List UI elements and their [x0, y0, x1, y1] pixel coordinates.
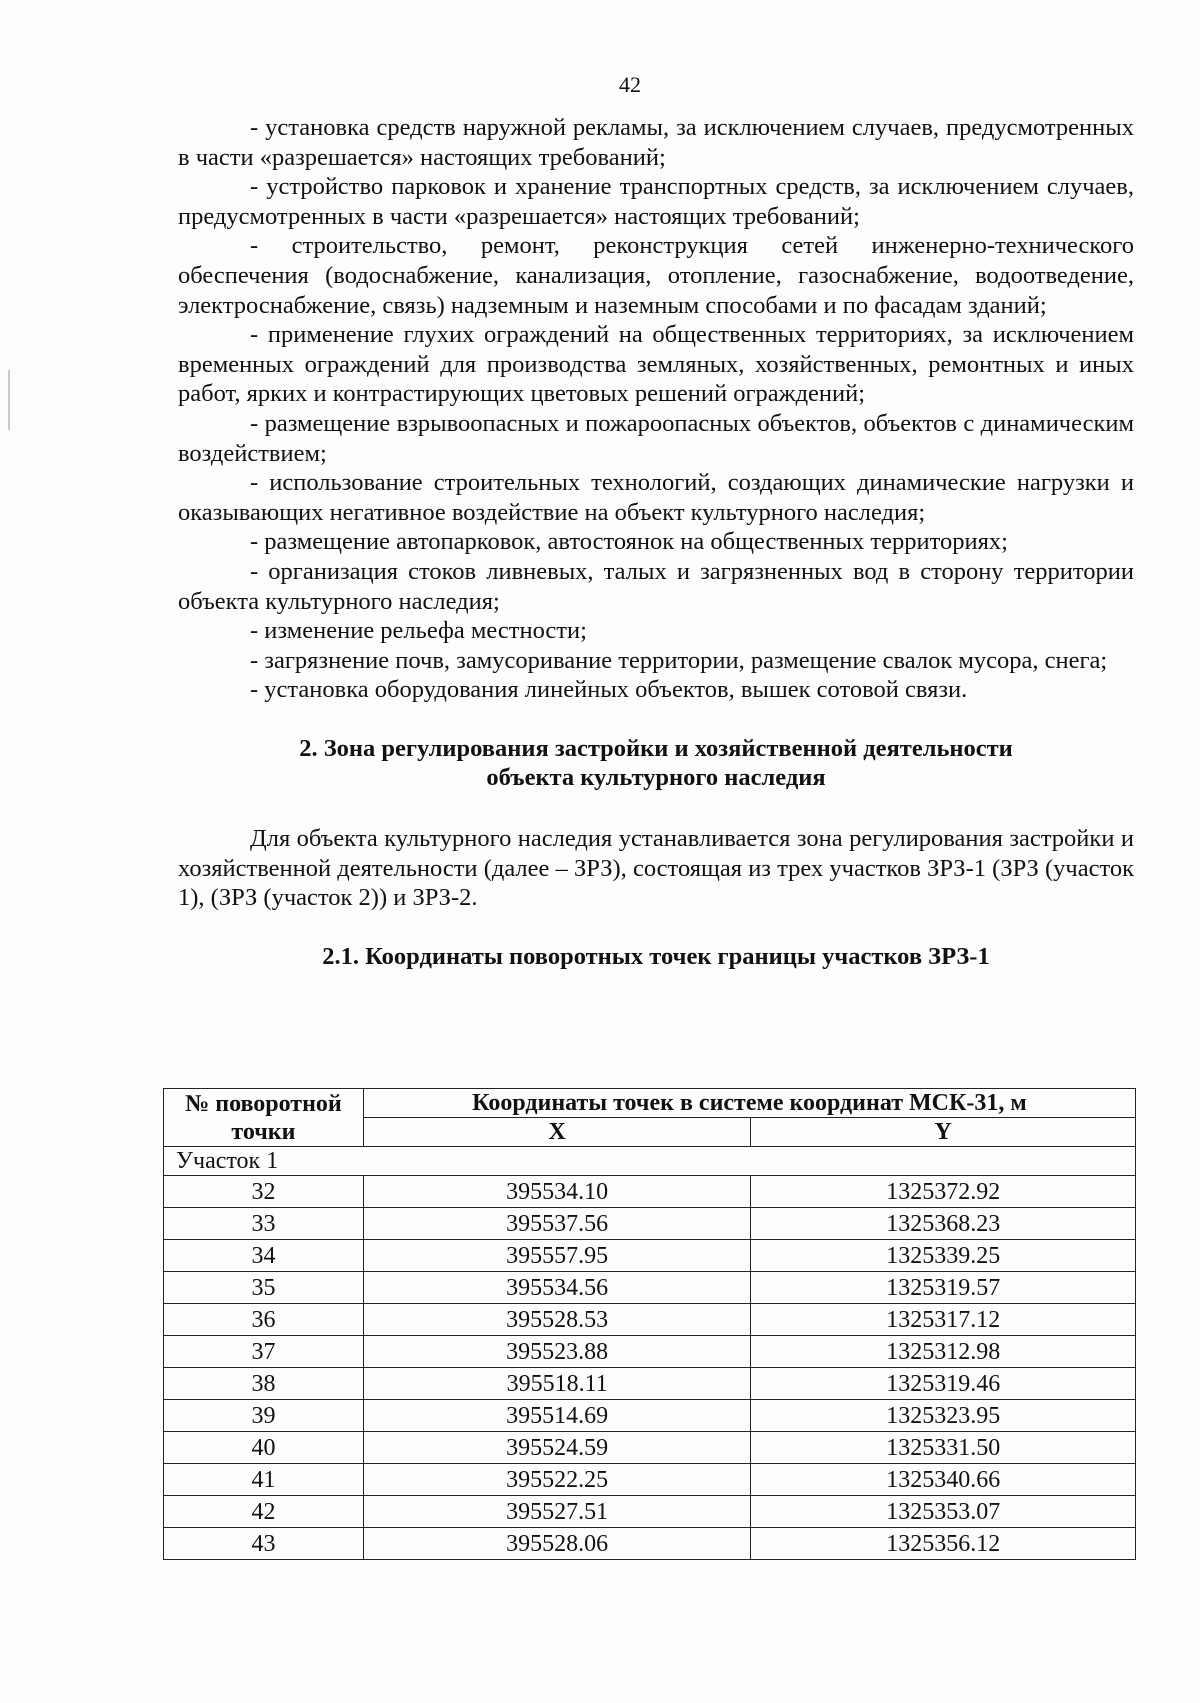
coordinates-table [163, 1088, 1136, 1560]
table-row [164, 1528, 1136, 1560]
list-item: - загрязнение почв, замусоривание территории, размещение свалок мусора, снега; [250, 646, 1108, 674]
header-point-number [164, 1089, 364, 1147]
coord-x: 395518.11 [363, 1368, 751, 1400]
coord-x: 395537.56 [363, 1208, 751, 1240]
header-x: X [363, 1118, 751, 1147]
coord-x: 395534.10 [363, 1176, 751, 1208]
coord-x: 395534.56 [363, 1272, 751, 1304]
scan-margin-mark [8, 370, 10, 430]
coord-x: 395528.53 [363, 1304, 751, 1336]
header-y: Y [751, 1118, 1136, 1147]
table-row [164, 1368, 1136, 1400]
point-number: 34 [164, 1240, 364, 1272]
table-row [164, 1400, 1136, 1432]
point-number: 38 [164, 1368, 364, 1400]
coord-y: 1325331.50 [751, 1432, 1136, 1464]
list-item: - организация стоков ливневых, талых и загрязненных вод в сторону территории объекта культурного наследия; [178, 557, 1134, 615]
coord-x: 395527.51 [363, 1496, 751, 1528]
table-row [164, 1432, 1136, 1464]
point-number: 41 [164, 1464, 364, 1496]
coord-x: 395528.06 [363, 1528, 751, 1560]
table-row [164, 1496, 1136, 1528]
coord-y: 1325353.07 [751, 1496, 1136, 1528]
coord-y: 1325339.25 [751, 1240, 1136, 1272]
coord-x: 395524.59 [363, 1432, 751, 1464]
list-item: - размещение автопарковок, автостоянок на общественных территориях; [250, 528, 1008, 556]
coord-x: 395523.88 [363, 1336, 751, 1368]
table-row [164, 1304, 1136, 1336]
section-heading-line1: 2. Зона регулирования застройки и хозяйственной деятельности [299, 734, 1013, 762]
list-item: - применение глухих ограждений на общественных территориях, за исключением временных ограждений для производства земляных, хозяйственных, ремонтных и иных работ, ярких и контрастирующих цветовых решений ограждений; [178, 321, 1134, 408]
coord-y: 1325356.12 [751, 1528, 1136, 1560]
intro-paragraph: Для объекта культурного наследия устанавливается зона регулирования застройки и хозяйственной деятельности (далее – ЗРЗ), состоящая из трех участков ЗРЗ-1 (ЗРЗ (участок 1), (ЗРЗ (участок 2)) и ЗРЗ-2. [178, 825, 1134, 912]
point-number: 37 [164, 1336, 364, 1368]
point-number: 32 [164, 1176, 364, 1208]
table-row [164, 1336, 1136, 1368]
coord-y: 1325323.95 [751, 1400, 1136, 1432]
coord-x: 395522.25 [363, 1464, 751, 1496]
coord-y: 1325372.92 [751, 1176, 1136, 1208]
table-title: 2.1. Координаты поворотных точек границы участков ЗРЗ-1 [322, 942, 990, 970]
list-item: - размещение взрывоопасных и пожароопасных объектов, объектов с динамическим воздействием; [178, 409, 1134, 467]
section-heading [178, 734, 1134, 793]
point-number: 39 [164, 1400, 364, 1432]
coord-x: 395557.95 [363, 1240, 751, 1272]
point-number: 40 [164, 1432, 364, 1464]
table-row [164, 1208, 1136, 1240]
section-row [164, 1147, 1136, 1176]
list-item: - устройство парковок и хранение транспортных средств, за исключением случаев, предусмотренных в части «разрешается» настоящих требований; [178, 173, 1134, 230]
list-item: - строительство, ремонт, реконструкция сетей инженерно-технического обеспечения (водоснабжение, канализация, отопление, газоснабжение, водоотведение, электроснабжение, связь) надземным и наземным способами и по фасадам зданий; [178, 232, 1134, 319]
section-heading-line2: объекта культурного наследия [486, 764, 826, 792]
point-number: 43 [164, 1528, 364, 1560]
list-item: - изменение рельефа местности; [250, 617, 587, 645]
point-number: 36 [164, 1304, 364, 1336]
point-number: 33 [164, 1208, 364, 1240]
coord-y: 1325312.98 [751, 1336, 1136, 1368]
table-row [164, 1176, 1136, 1208]
restrictions-list [178, 113, 1134, 705]
header-coordinates: Координаты точек в системе координат МСК-31, м [363, 1089, 1135, 1118]
list-item: - использование строительных технологий, создающих динамические нагрузки и оказывающих негативное воздействие на объект культурного наследия; [178, 469, 1134, 526]
table-row [164, 1240, 1136, 1272]
coord-y: 1325368.23 [751, 1208, 1136, 1240]
list-item: - установка средств наружной рекламы, за исключением случаев, предусмотренных в части «разрешается» настоящих требований; [178, 114, 1134, 171]
coord-x: 395514.69 [363, 1400, 751, 1432]
header-point-line2: точки [231, 1118, 296, 1145]
page-number: 42 [619, 72, 641, 97]
document-content [178, 113, 1134, 971]
coord-y: 1325319.57 [751, 1272, 1136, 1304]
point-number: 35 [164, 1272, 364, 1304]
table-row [164, 1464, 1136, 1496]
section-label: Участок 1 [164, 1147, 1136, 1176]
point-number: 42 [164, 1496, 364, 1528]
list-item: - установка оборудования линейных объектов, вышек сотовой связи. [250, 676, 968, 704]
coord-y: 1325319.46 [751, 1368, 1136, 1400]
coord-y: 1325317.12 [751, 1304, 1136, 1336]
coord-y: 1325340.66 [751, 1464, 1136, 1496]
header-point-line1: № поворотной [185, 1090, 342, 1117]
table-row [164, 1272, 1136, 1304]
